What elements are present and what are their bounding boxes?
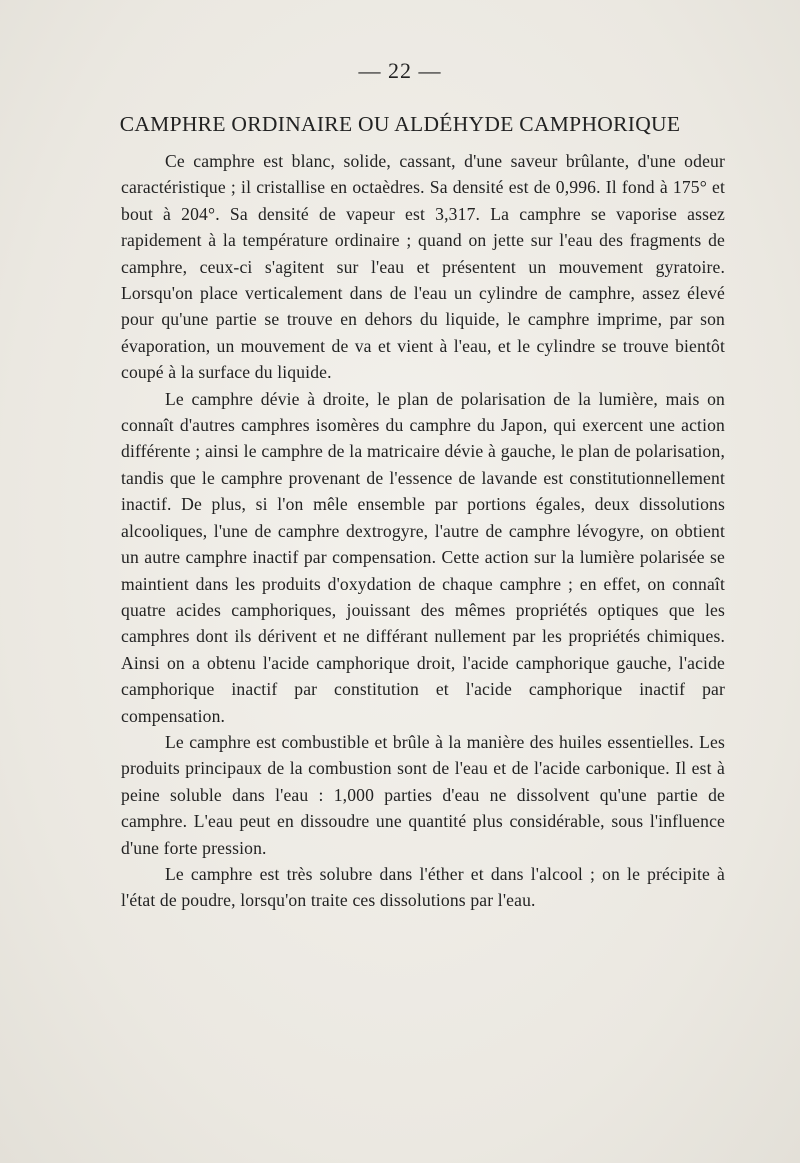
paragraph-2: Le camphre dévie à droite, le plan de polarisation de la lumière, mais on connaît d'autres camphres isomères du camphre du Japon, qui exercent une action différente ; ainsi le camphre de la matricaire dévie à gauche, le plan de polarisation, tandis que le camphre provenant de l'essence de lavande est constitutionnellement inactif. De plus, si l'on mêle ensemble par portions égales, deux dissolutions alcooliques, l'une de camphre dextrogyre, l'autre de camphre lévogyre, on obtient un autre camphre inactif par compensation. Cette action sur la lumière polarisée se maintient dans les produits d'oxydation de chaque camphre ; en effet, on connaît quatre acides camphoriques, jouissant des mêmes propriétés optiques que les camphres dont ils dérivent et ne différant nullement par les propriétés chimiques. Ainsi on a obtenu l'acide camphorique droit, l'acide camphorique gauche, l'acide camphorique inactif par constitution et l'acide camphorique inactif par compensation. — [121, 388, 725, 726]
paragraph-4: Le camphre est très solubre dans l'éther et dans l'alcool ; on le précipite à l'état de poudre, lorsqu'on traite ces dissolutions par l'eau. — [121, 863, 725, 911]
section-title: CAMPHRE ORDINAIRE OU ALDÉHYDE CAMPHORIQUE — [119, 112, 681, 136]
page-number: — 22 — — [358, 58, 442, 83]
body-text — [121, 148, 725, 914]
paragraph-3: Le camphre est combustible et brûle à la manière des huiles essentielles. Les produits principaux de la combustion sont de l'eau et de l'acide carbonique. Il est à peine soluble dans l'eau : 1,000 parties d'eau ne dissolvent qu'une partie de camphre. L'eau peut en dissoudre une quantité plus considérable, sous l'influence d'une forte pression. — [121, 731, 725, 858]
paragraph-1: Ce camphre est blanc, solide, cassant, d'une saveur brûlante, d'une odeur caractéristique ; il cristallise en octaèdres. Sa densité est de 0,996. Il fond à 175° et bout à 204°. Sa densité de vapeur est 3,317. La camphre se vaporise assez rapidement à la température ordinaire ; quand on jette sur l'eau des fragments de camphre, ceux-ci s'agitent sur l'eau et présentent un mouvement gyratoire. Lorsqu'on place verticalement dans de l'eau un cylindre de camphre, assez élevé pour qu'une partie se trouve en dehors du liquide, le camphre imprime, par son évaporation, un mouvement de va et vient à l'eau, et le cylindre se trouve bientôt coupé à la surface du liquide. — [121, 151, 725, 383]
